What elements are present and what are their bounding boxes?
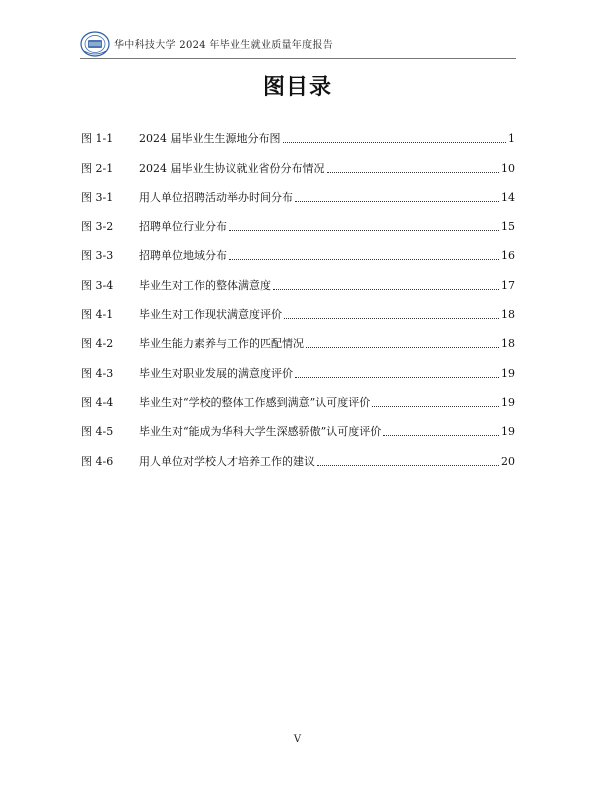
toc-entry[interactable] <box>81 293 515 322</box>
figure-title: 用人单位招聘活动举办时间分布 <box>139 190 293 204</box>
figure-title: 2024 届毕业生协议就业省份分布情况 <box>139 161 325 175</box>
figure-number: 图 4-2 <box>81 337 114 351</box>
university-logo-icon <box>80 31 110 57</box>
figure-number: 图 4-1 <box>81 308 114 322</box>
figure-number: 图 1-1 <box>81 132 114 146</box>
figure-page-number: 20 <box>501 454 515 468</box>
figure-number: 图 4-6 <box>81 454 114 468</box>
toc-entry[interactable] <box>81 234 515 263</box>
figure-table-of-contents <box>81 117 515 469</box>
figure-title: 毕业生对“能成为华科大学生深感骄傲”认可度评价 <box>139 425 382 439</box>
toc-entry[interactable] <box>81 381 515 410</box>
figure-title: 招聘单位地域分布 <box>139 249 227 263</box>
figure-page-number: 15 <box>501 220 515 234</box>
report-header-title: 华中科技大学 2024 年毕业生就业质量年度报告 <box>114 40 334 51</box>
figure-title: 招聘单位行业分布 <box>139 220 227 234</box>
toc-entry[interactable] <box>81 439 515 468</box>
figure-title: 毕业生对职业发展的满意度评价 <box>139 366 293 380</box>
figure-page-number: 17 <box>501 278 515 292</box>
dot-leader <box>273 288 499 290</box>
page-header <box>80 30 516 59</box>
figure-title: 毕业生对工作的整体满意度 <box>139 278 271 292</box>
toc-entry[interactable] <box>81 351 515 380</box>
dot-leader <box>283 141 507 143</box>
figure-page-number: 19 <box>501 425 515 439</box>
figure-number: 图 2-1 <box>81 161 114 175</box>
figure-title: 毕业生对“学校的整体工作感到满意”认可度评价 <box>139 395 371 409</box>
figure-page-number: 19 <box>501 366 515 380</box>
figure-number: 图 3-2 <box>81 220 114 234</box>
figure-page-number: 10 <box>501 161 515 175</box>
figure-page-number: 18 <box>501 337 515 351</box>
toc-entry[interactable] <box>81 176 515 205</box>
figure-number: 图 3-3 <box>81 249 114 263</box>
figure-number: 图 4-5 <box>81 425 114 439</box>
figure-title: 用人单位对学校人才培养工作的建议 <box>139 454 315 468</box>
toc-entry[interactable] <box>81 322 515 351</box>
page-number: V <box>293 734 302 745</box>
toc-entry[interactable] <box>81 410 515 439</box>
dot-leader <box>327 171 500 173</box>
figure-page-number: 19 <box>501 395 515 409</box>
toc-entry[interactable] <box>81 117 515 146</box>
figure-number: 图 4-4 <box>81 395 114 409</box>
dot-leader <box>295 376 499 378</box>
figure-page-number: 1 <box>508 132 515 146</box>
figure-title: 毕业生对工作现状满意度评价 <box>139 308 282 322</box>
dot-leader <box>284 317 499 319</box>
figure-title: 毕业生能力素养与工作的匹配情况 <box>139 337 304 351</box>
toc-entry[interactable] <box>81 263 515 292</box>
figure-title: 2024 届毕业生生源地分布图 <box>139 132 281 146</box>
dot-leader <box>306 346 499 348</box>
dot-leader <box>295 200 499 202</box>
figure-page-number: 16 <box>501 249 515 263</box>
dot-leader <box>229 258 499 260</box>
figure-number: 图 4-3 <box>81 366 114 380</box>
toc-entry[interactable] <box>81 146 515 175</box>
dot-leader <box>317 464 499 466</box>
dot-leader <box>372 405 499 407</box>
figure-page-number: 14 <box>501 190 515 204</box>
toc-entry[interactable] <box>81 205 515 234</box>
page-title: 图目录 <box>262 75 332 100</box>
figure-number: 图 3-4 <box>81 278 114 292</box>
dot-leader <box>383 434 499 436</box>
dot-leader <box>229 229 499 231</box>
figure-page-number: 18 <box>501 308 515 322</box>
figure-number: 图 3-1 <box>81 190 114 204</box>
